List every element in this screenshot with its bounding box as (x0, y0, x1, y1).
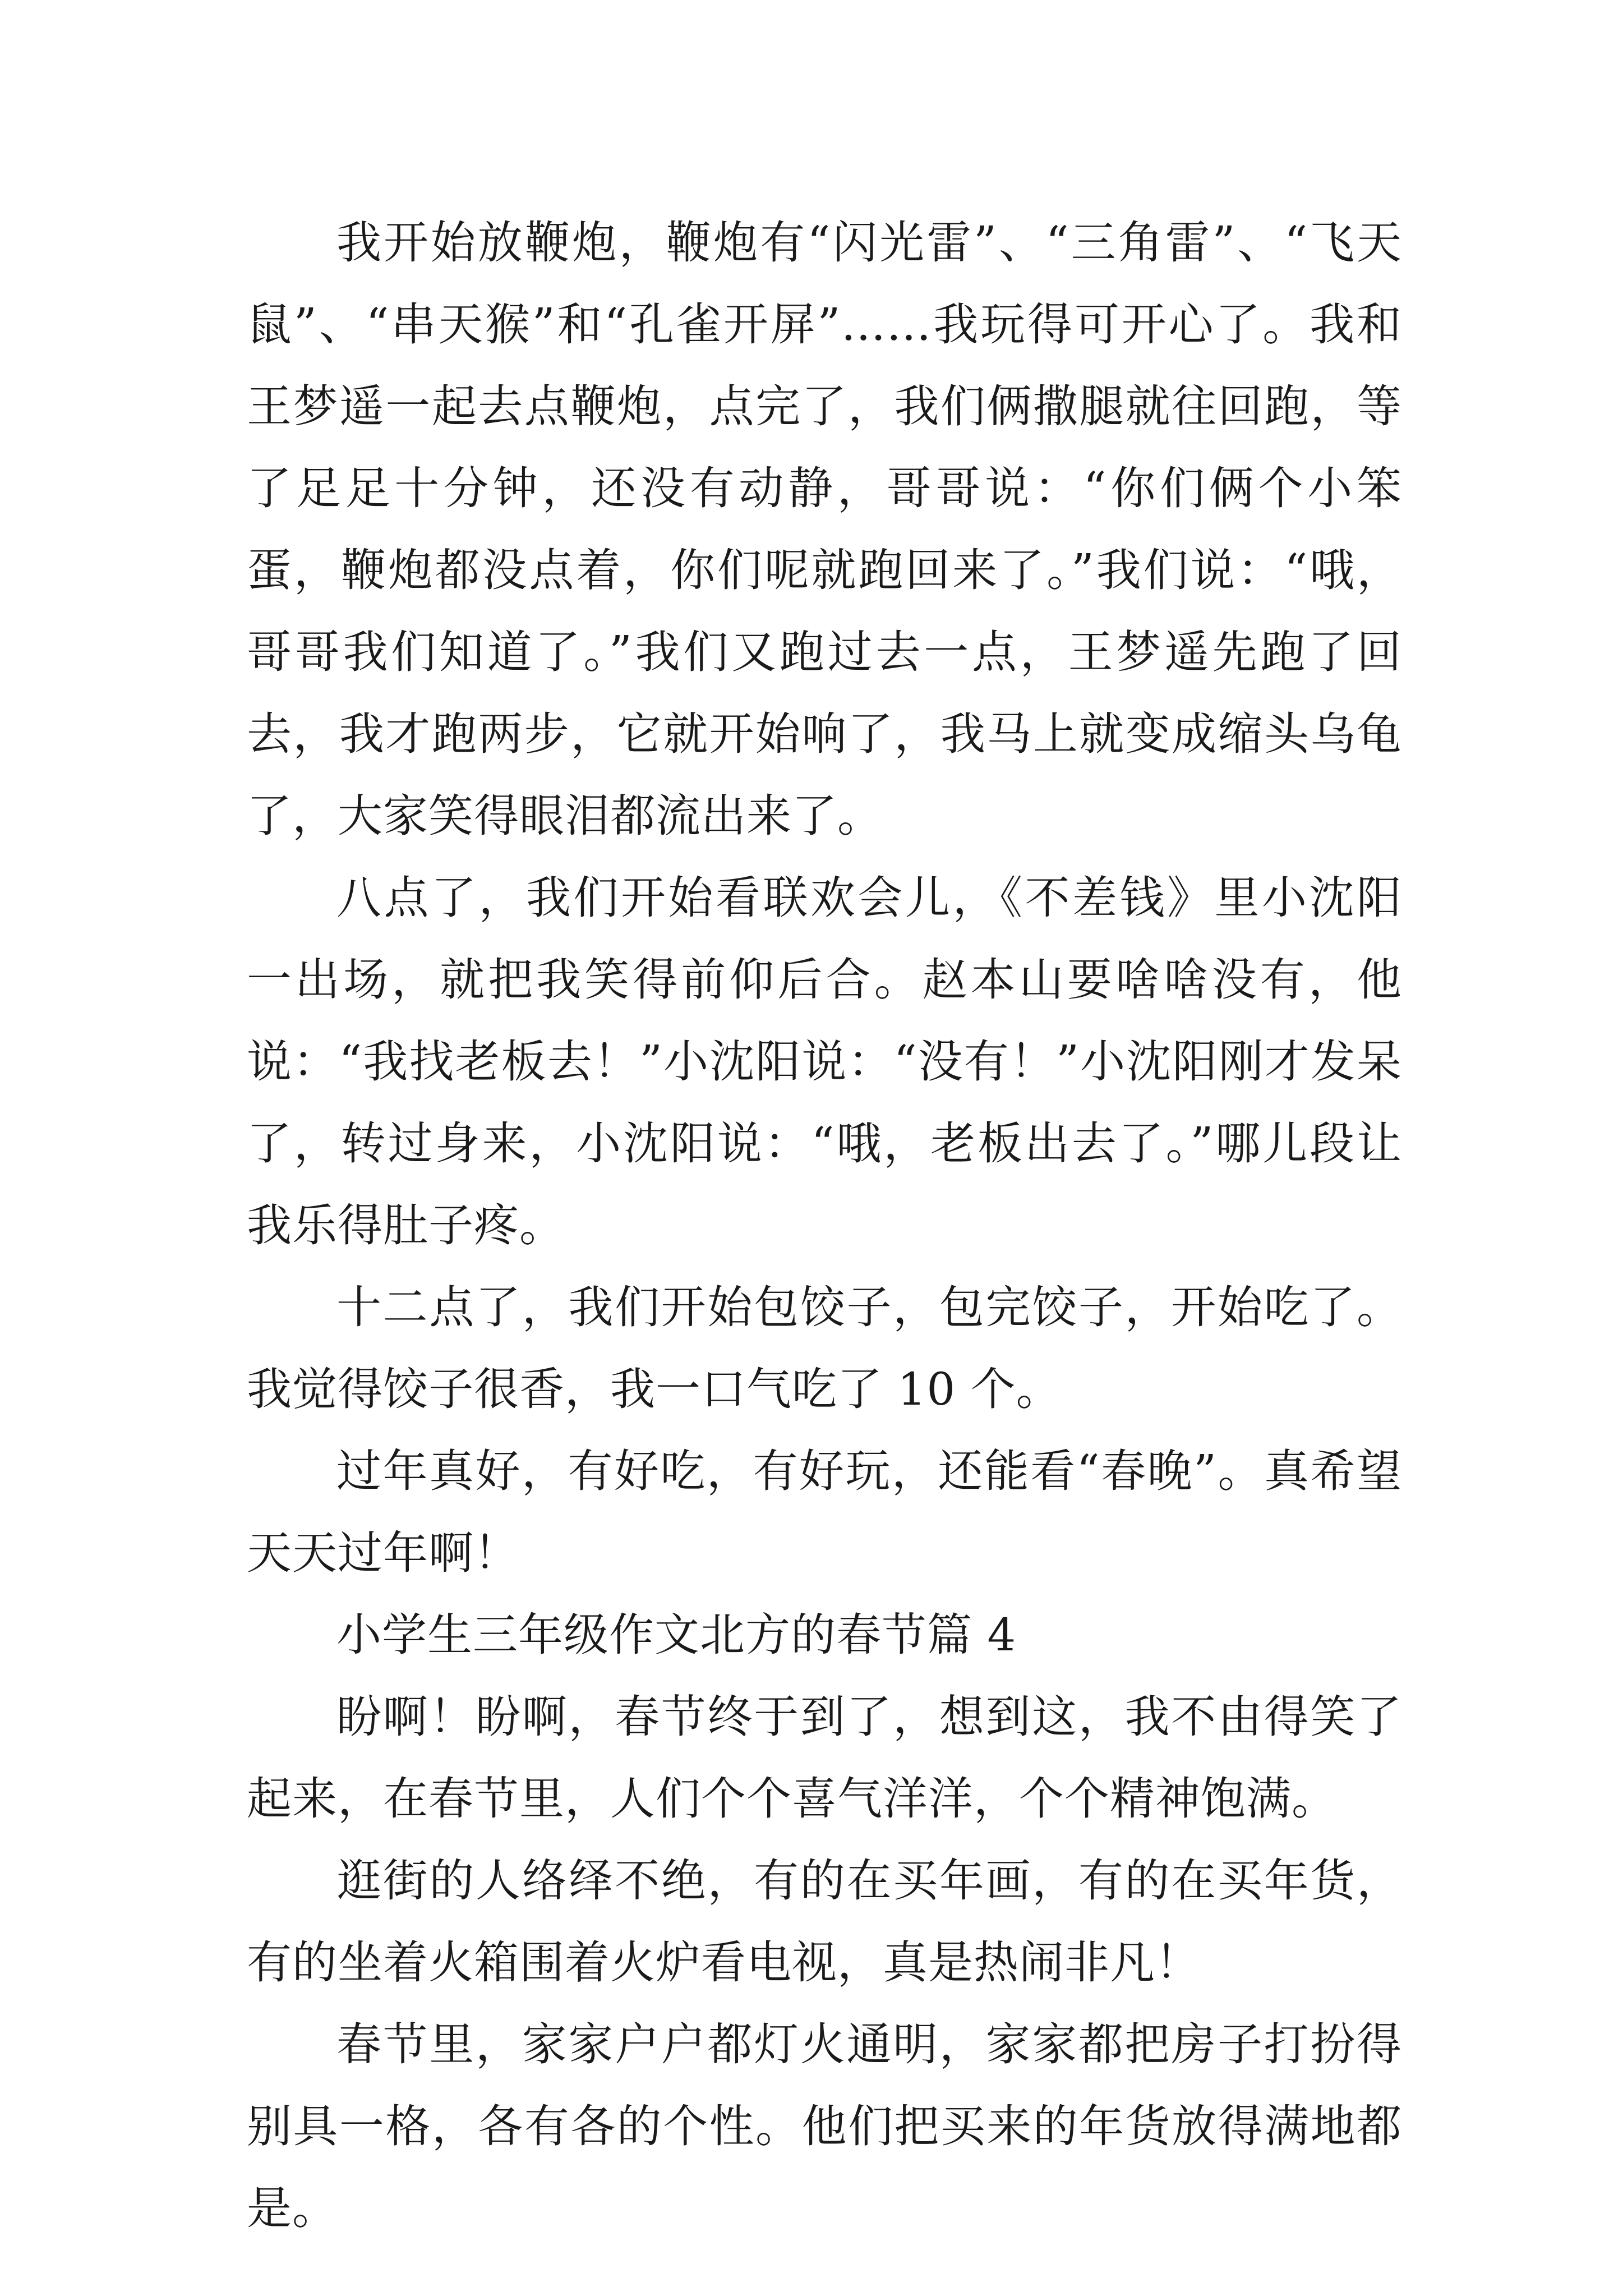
section-title: 小学生三年级作文北方的春节篇 4 (336, 1609, 1017, 1661)
paragraph-shopping: 逛街的人络绎不绝，有的在买年画，有的在买年货，有的坐着火箱围着火炉看电视，真是热闹非凡！ (247, 1855, 1402, 1989)
paragraph-gala: 八点了，我们开始看联欢会儿，《不差钱》里小沈阳一出场，就把我笑得前仰后合。赵本山要啥啥没有，他说：“我找老板去！”小沈阳说：“没有！”小沈阳刚才发呆了，转过身来，小沈阳说：“哦，老板出去了。”哪儿段让我乐得肚子疼。 (247, 872, 1402, 1251)
paragraph-decorations: 春节里，家家户户都灯火通明，家家都把房子打扮得别具一格，各有各的个性。他们把买来的年货放得满地都是。 (247, 2018, 1402, 2234)
paragraph-new-year-wish: 过年真好，有好吃，有好玩，还能看“春晚”。真希望天天过年啊！ (247, 1445, 1402, 1579)
paragraph-spring-festival-arrives: 盼啊！盼啊，春节终于到了，想到这，我不由得笑了起来，在春节里，人们个个喜气洋洋，个个精神饱满。 (247, 1691, 1402, 1825)
paragraph-dumplings: 十二点了，我们开始包饺子，包完饺子，开始吃了。我觉得饺子很香，我一口气吃了 10 个。 (247, 1281, 1402, 1415)
document-page (247, 202, 1402, 2249)
paragraph-firecrackers: 我开始放鞭炮，鞭炮有“闪光雷”、“三角雷”、“飞天鼠”、“串天猴”和“孔雀开屏”……我玩得可开心了。我和王梦遥一起去点鞭炮，点完了，我们俩撒腿就往回跑，等了足足十分钟，还没有动静，哥哥说：“你们俩个小笨蛋，鞭炮都没点着，你们呢就跑回来了。”我们说：“哦，哥哥我们知道了。”我们又跑过去一点，王梦遥先跑了回去，我才跑两步，它就开始响了，我马上就变成缩头乌龟了，大家笑得眼泪都流出来了。 (247, 217, 1402, 842)
